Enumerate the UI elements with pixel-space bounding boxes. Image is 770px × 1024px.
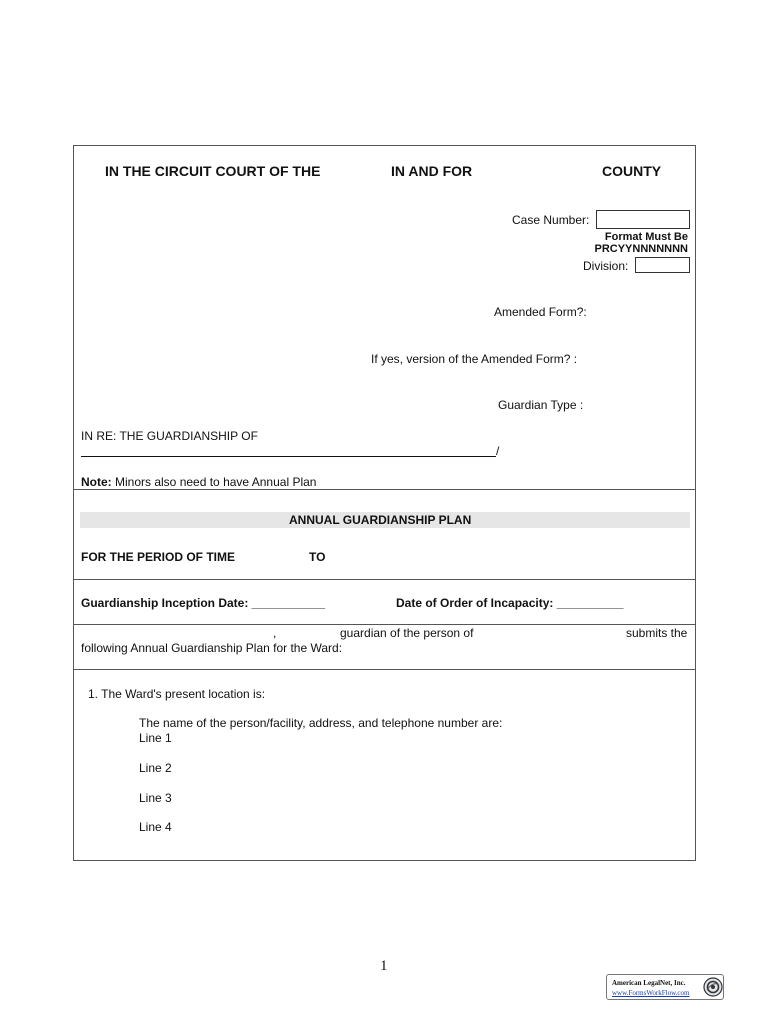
logo-company-name: American LegalNet, Inc. (612, 979, 686, 987)
court-title: IN THE CIRCUIT COURT OF THE (105, 163, 321, 179)
publisher-logo (606, 974, 724, 1000)
format-note-line2: PRCYYNNNNNNN (594, 243, 688, 255)
comma-mark: , (273, 626, 277, 640)
divider (73, 489, 696, 490)
divider (73, 624, 696, 625)
note-text: Minors also need to have Annual Plan (111, 475, 317, 489)
format-note-line1: Format Must Be (604, 231, 688, 243)
guardian-of-text: guardian of the person of (340, 626, 474, 640)
amended-form-label: Amended Form?: (494, 305, 587, 319)
divider (73, 579, 696, 580)
inception-date-label: Guardianship Inception Date: ___________ (81, 596, 326, 610)
in-re-label: IN RE: THE GUARDIANSHIP OF (81, 429, 258, 443)
slash-mark: / (496, 444, 500, 458)
to-label: TO (309, 550, 326, 564)
case-number-label: Case Number: (512, 213, 590, 227)
period-label: FOR THE PERIOD OF TIME (81, 550, 236, 564)
division-label: Division: (583, 259, 629, 273)
location-line-4: Line 4 (139, 820, 172, 834)
location-line-3: Line 3 (139, 791, 172, 805)
incapacity-date-label: Date of Order of Incapacity: __________ (396, 596, 624, 610)
name-address-text: The name of the person/facility, address, and telephone number are: (139, 716, 503, 730)
guardian-type-label: Guardian Type : (498, 398, 584, 412)
ward-name-underline (81, 456, 496, 457)
globe-icon (703, 977, 723, 997)
following-text: following Annual Guardianship Plan for the Ward: (81, 641, 343, 655)
location-line-2: Line 2 (139, 761, 172, 775)
location-line-1: Line 1 (139, 731, 172, 745)
submits-text: submits the (626, 626, 688, 640)
plan-title: ANNUAL GUARDIANSHIP PLAN (289, 513, 472, 527)
logo-website-link[interactable]: www.FormsWorkFlow.com (612, 989, 690, 997)
page-number: 1 (380, 958, 388, 974)
divider (73, 669, 696, 670)
in-and-for-label: IN AND FOR (391, 163, 473, 179)
division-field[interactable] (635, 257, 690, 273)
amended-version-label: If yes, version of the Amended Form? : (371, 352, 578, 366)
minor-note (81, 475, 316, 489)
note-label: Note: (81, 475, 112, 489)
case-number-field[interactable] (596, 210, 690, 229)
location-item: 1. The Ward's present location is: (88, 687, 266, 701)
county-label: COUNTY (602, 163, 662, 179)
